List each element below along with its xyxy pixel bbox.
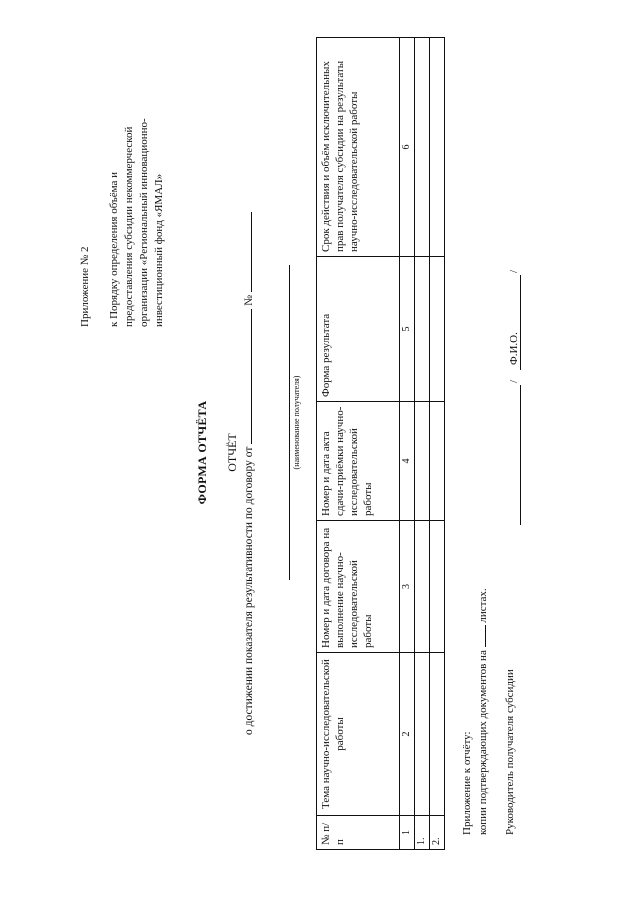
table-cell — [415, 653, 430, 816]
report-title: ОТЧЁТ — [225, 433, 239, 472]
table-cell — [430, 653, 445, 816]
table-cell — [430, 257, 445, 402]
slash-separator: / — [508, 379, 520, 383]
table-numbering-row — [400, 38, 415, 850]
recipient-blank — [275, 265, 290, 580]
fio-blank — [518, 275, 521, 370]
header-cell-topic: Тема научно-исследовательской работы — [317, 653, 400, 816]
table-cell — [415, 38, 430, 257]
table-cell: 2. — [430, 816, 445, 850]
appendix-number: Приложение № 2 — [79, 246, 91, 327]
attachment-suffix: листах. — [477, 588, 489, 623]
table-cell — [430, 521, 445, 653]
fio-label: Ф.И.О. — [508, 332, 520, 365]
table-header-row — [317, 38, 400, 850]
head-signature-label: Руководитель получателя субсидии — [504, 669, 516, 835]
numbering-cell: 5 — [400, 257, 415, 402]
signature-blank — [518, 385, 521, 525]
table-cell — [415, 521, 430, 653]
table-cell — [415, 402, 430, 521]
attachment-line — [474, 588, 491, 835]
table-cell — [415, 257, 430, 402]
report-contract-line — [240, 212, 257, 735]
contract-number-blank — [240, 212, 252, 292]
attachment-title: Приложение к отчёту: — [461, 731, 473, 835]
header-cell-result-form: Форма результата — [317, 257, 400, 402]
appendix-line: организации «Региональный инновационно- — [138, 118, 150, 327]
appendix-line: к Порядку определения объёма и — [108, 172, 120, 327]
table-cell — [430, 38, 445, 257]
table-cell: 1. — [415, 816, 430, 850]
header-cell-rights: Срок действия и объём исключительных прав получателя субсидии на результаты научно-исследовательской работы — [317, 38, 400, 257]
numbering-cell: 2 — [400, 653, 415, 816]
number-sign: № — [243, 294, 255, 306]
numbering-cell: 4 — [400, 402, 415, 521]
form-title: ФОРМА ОТЧЁТА — [195, 400, 209, 505]
table-row — [415, 38, 430, 850]
numbering-cell: 3 — [400, 521, 415, 653]
appendix-line: предоставления субсидии некоммерческой — [123, 126, 135, 327]
table-row — [430, 38, 445, 850]
sheets-count-blank — [474, 625, 486, 647]
numbering-cell: 6 — [400, 38, 415, 257]
slash-separator: / — [508, 269, 520, 273]
header-cell-contract: Номер и дата договора на выполнение научно-исследовательской работы — [317, 521, 400, 653]
header-cell-act: Номер и дата акта сдачи-приёмки научно-исследовательской работы — [317, 402, 400, 521]
attachment-prefix: копии подтверждающих документов на — [477, 650, 489, 835]
report-table — [316, 37, 445, 850]
header-cell-number: № п/п — [317, 816, 400, 850]
report-line-prefix: о достижении показателя результативности по договору от — [243, 446, 255, 735]
appendix-line: инвестиционный фонд «ЯМАЛ» — [153, 173, 165, 327]
contract-date-blank — [240, 309, 252, 444]
numbering-cell: 1 — [400, 816, 415, 850]
recipient-label: (наименование получателя) — [292, 375, 301, 470]
appendix-block — [78, 37, 167, 327]
table-cell — [430, 402, 445, 521]
